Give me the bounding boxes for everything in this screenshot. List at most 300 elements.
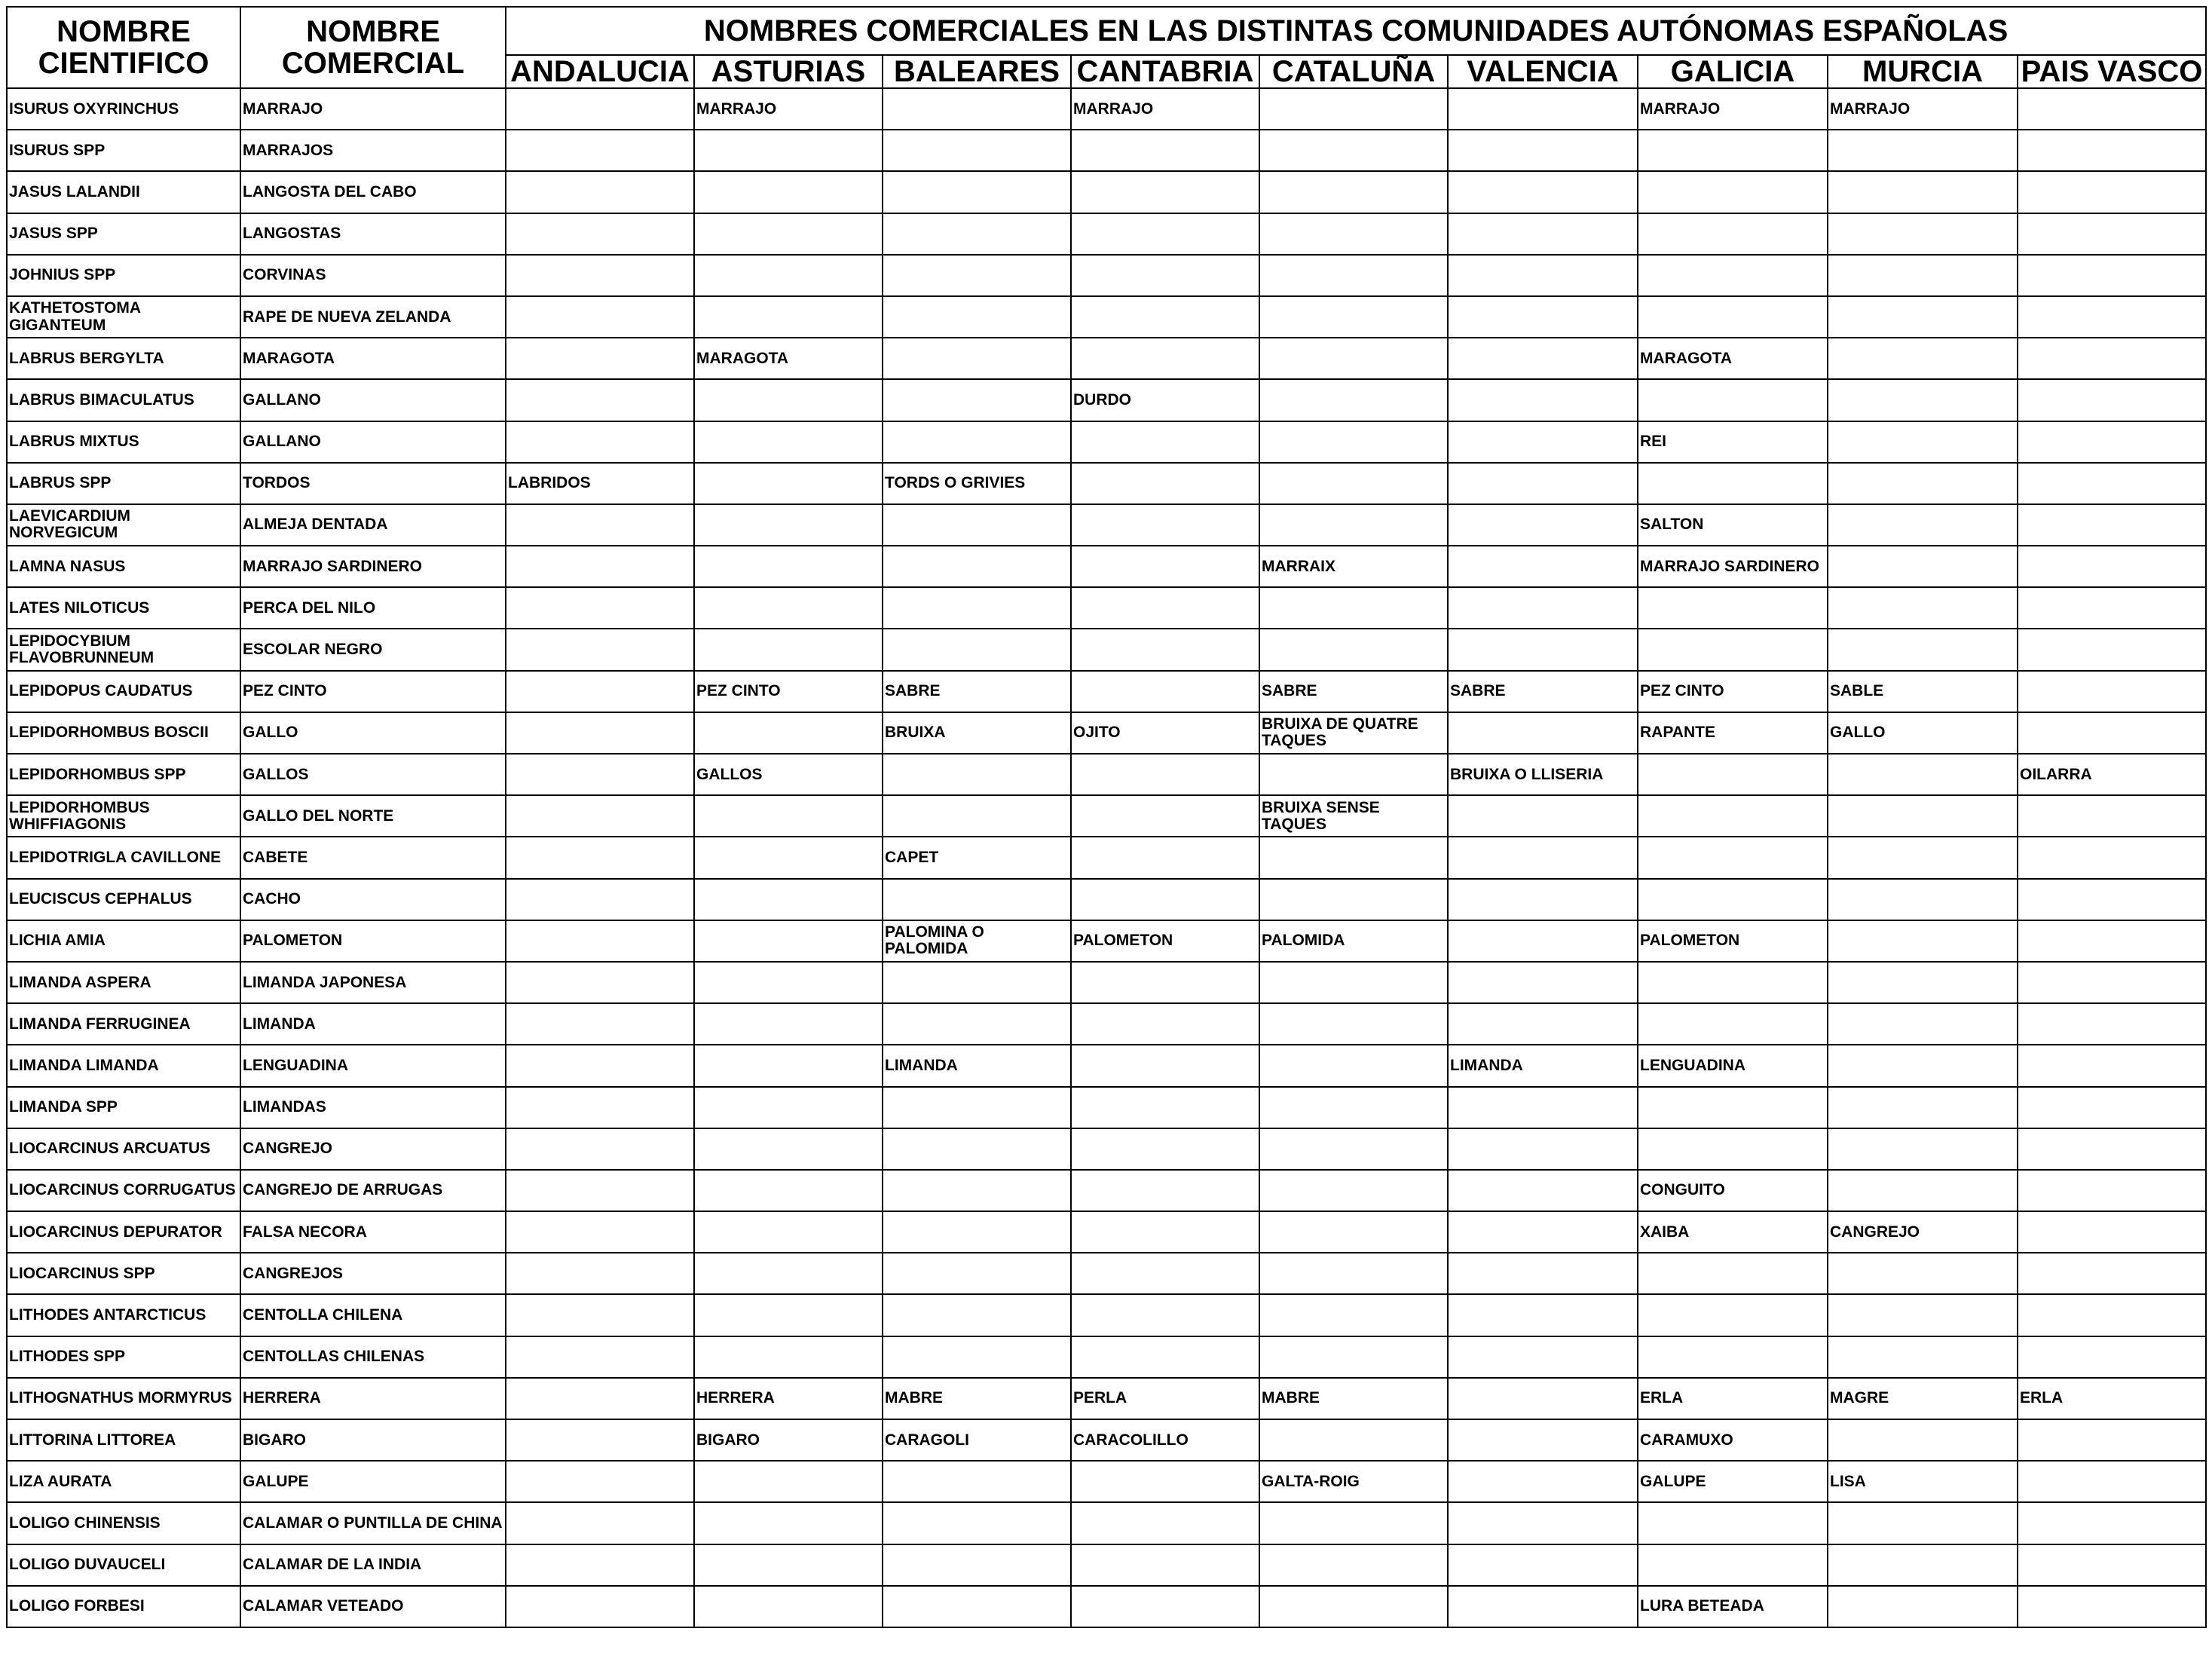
region-name-cell: MARAGOTA: [1638, 338, 1828, 379]
table-row: [7, 712, 2206, 754]
region-name-cell: [1071, 795, 1259, 837]
region-name-cell: [2018, 795, 2206, 837]
region-name-cell: [1638, 837, 1828, 878]
region-name-cell: [883, 338, 1071, 379]
region-name-cell: [1448, 546, 1638, 587]
region-name-cell: [506, 1502, 694, 1544]
region-name-cell: [1448, 1128, 1638, 1170]
region-name-cell: [1071, 1003, 1259, 1045]
commercial-name-cell: LENGUADINA: [240, 1045, 506, 1086]
region-name-cell: [1828, 754, 2018, 795]
region-name-cell: [1071, 338, 1259, 379]
region-name-cell: [1071, 1170, 1259, 1211]
region-name-cell: [1259, 1003, 1448, 1045]
region-name-cell: [506, 296, 694, 338]
region-name-cell: [883, 255, 1071, 296]
region-name-cell: PEZ CINTO: [1638, 671, 1828, 712]
region-name-cell: [883, 629, 1071, 670]
region-name-cell: [1259, 421, 1448, 463]
region-name-cell: [1448, 795, 1638, 837]
commercial-name-cell: CENTOLLA CHILENA: [240, 1294, 506, 1336]
region-name-cell: [1448, 1461, 1638, 1502]
table-row: [7, 1294, 2206, 1336]
region-name-cell: [694, 130, 883, 171]
region-name-cell: [2018, 421, 2206, 463]
region-name-cell: [1448, 296, 1638, 338]
region-name-cell: [694, 879, 883, 920]
table-row: [7, 463, 2206, 504]
region-name-cell: [1071, 1294, 1259, 1336]
region-name-cell: [883, 1336, 1071, 1378]
region-name-cell: [883, 130, 1071, 171]
region-name-cell: [1071, 130, 1259, 171]
scientific-name-cell: LEPIDOCYBIUM FLAVOBRUNNEUM: [7, 629, 240, 670]
region-name-cell: [1259, 504, 1448, 546]
region-name-cell: [883, 1170, 1071, 1211]
region-name-cell: [883, 88, 1071, 130]
region-name-cell: GALLO: [1828, 712, 2018, 754]
table-row: [7, 504, 2206, 546]
region-name-cell: [694, 712, 883, 754]
table-body: [7, 88, 2206, 1627]
region-name-cell: MARRAJO: [1071, 88, 1259, 130]
region-name-cell: MARRAJO: [1638, 88, 1828, 130]
region-name-cell: MAGRE: [1828, 1378, 2018, 1419]
region-name-cell: GALUPE: [1638, 1461, 1828, 1502]
region-name-cell: CONGUITO: [1638, 1170, 1828, 1211]
scientific-name-cell: LOLIGO DUVAUCELI: [7, 1544, 240, 1586]
region-name-cell: [694, 213, 883, 255]
region-name-cell: [1828, 1087, 2018, 1128]
region-name-cell: [1448, 962, 1638, 1003]
region-name-cell: [1259, 1045, 1448, 1086]
region-name-cell: [1638, 213, 1828, 255]
table-row: [7, 296, 2206, 338]
region-name-cell: [1448, 1544, 1638, 1586]
region-name-cell: LURA BETEADA: [1638, 1586, 1828, 1627]
commercial-name-cell: FALSA NECORA: [240, 1211, 506, 1253]
table-row: [7, 421, 2206, 463]
region-name-cell: [506, 130, 694, 171]
commercial-name-cell: CALAMAR O PUNTILLA DE CHINA: [240, 1502, 506, 1544]
scientific-name-cell: LIOCARCINUS ARCUATUS: [7, 1128, 240, 1170]
table-row: [7, 546, 2206, 587]
region-name-cell: [2018, 171, 2206, 213]
region-name-cell: [694, 1586, 883, 1627]
region-name-cell: [2018, 296, 2206, 338]
region-name-cell: [1259, 1502, 1448, 1544]
scientific-name-cell: ISURUS SPP: [7, 130, 240, 171]
region-name-cell: [1259, 1087, 1448, 1128]
region-name-cell: [883, 587, 1071, 629]
region-name-cell: [2018, 629, 2206, 670]
header-region: GALICIA: [1638, 55, 1828, 88]
region-name-cell: [1828, 171, 2018, 213]
region-name-cell: [506, 920, 694, 962]
region-name-cell: [1071, 1253, 1259, 1294]
table-row: [7, 1211, 2206, 1253]
region-name-cell: [1448, 1170, 1638, 1211]
region-name-cell: [694, 920, 883, 962]
region-name-cell: [1638, 296, 1828, 338]
table-row: [7, 130, 2206, 171]
scientific-name-cell: LOLIGO CHINENSIS: [7, 1502, 240, 1544]
region-name-cell: [506, 338, 694, 379]
region-name-cell: [506, 1378, 694, 1419]
region-name-cell: [1448, 1294, 1638, 1336]
region-name-cell: [1828, 130, 2018, 171]
region-name-cell: HERRERA: [694, 1378, 883, 1419]
scientific-name-cell: LAMNA NASUS: [7, 546, 240, 587]
commercial-name-cell: CANGREJO: [240, 1128, 506, 1170]
region-name-cell: [506, 1461, 694, 1502]
region-name-cell: [1448, 920, 1638, 962]
commercial-name-cell: CORVINAS: [240, 255, 506, 296]
region-name-cell: PALOMETON: [1638, 920, 1828, 962]
region-name-cell: [506, 837, 694, 878]
region-name-cell: [883, 1128, 1071, 1170]
region-name-cell: [506, 546, 694, 587]
table-row: [7, 1461, 2206, 1502]
region-name-cell: SALTON: [1638, 504, 1828, 546]
region-name-cell: [1828, 1003, 2018, 1045]
region-name-cell: [883, 1461, 1071, 1502]
region-name-cell: [2018, 1419, 2206, 1461]
scientific-name-cell: LABRUS BIMACULATUS: [7, 379, 240, 421]
table-row: [7, 1045, 2206, 1086]
region-name-cell: [694, 629, 883, 670]
scientific-name-cell: KATHETOSTOMA GIGANTEUM: [7, 296, 240, 338]
region-name-cell: [1638, 1087, 1828, 1128]
region-name-cell: [2018, 712, 2206, 754]
scientific-name-cell: LABRUS BERGYLTA: [7, 338, 240, 379]
region-name-cell: [1071, 463, 1259, 504]
region-name-cell: BRUIXA DE QUATRE TAQUES: [1259, 712, 1448, 754]
scientific-name-cell: ISURUS OXYRINCHUS: [7, 88, 240, 130]
region-name-cell: OJITO: [1071, 712, 1259, 754]
region-name-cell: [1828, 1586, 2018, 1627]
table-row: [7, 629, 2206, 670]
region-name-cell: [1828, 338, 2018, 379]
commercial-name-cell: GALUPE: [240, 1461, 506, 1502]
commercial-name-cell: CACHO: [240, 879, 506, 920]
region-name-cell: [2018, 920, 2206, 962]
region-name-cell: [1071, 421, 1259, 463]
region-name-cell: [694, 1502, 883, 1544]
region-name-cell: [1448, 1378, 1638, 1419]
region-name-cell: [883, 171, 1071, 213]
header-region: MURCIA: [1828, 55, 2018, 88]
region-name-cell: [1071, 1544, 1259, 1586]
region-name-cell: [2018, 1253, 2206, 1294]
region-name-cell: [1638, 1336, 1828, 1378]
region-name-cell: [1259, 754, 1448, 795]
region-name-cell: CARACOLILLO: [1071, 1419, 1259, 1461]
region-name-cell: [1259, 629, 1448, 670]
region-name-cell: [1828, 504, 2018, 546]
region-name-cell: [1259, 88, 1448, 130]
region-name-cell: CARAMUXO: [1638, 1419, 1828, 1461]
region-name-cell: [694, 255, 883, 296]
region-name-cell: [1448, 1502, 1638, 1544]
header-region: CANTABRIA: [1071, 55, 1259, 88]
commercial-name-cell: BIGARO: [240, 1419, 506, 1461]
scientific-name-cell: LIOCARCINUS CORRUGATUS: [7, 1170, 240, 1211]
region-name-cell: [506, 754, 694, 795]
region-name-cell: [1071, 546, 1259, 587]
region-name-cell: [2018, 1045, 2206, 1086]
region-name-cell: CANGREJO: [1828, 1211, 2018, 1253]
region-name-cell: [1071, 171, 1259, 213]
region-name-cell: [694, 1045, 883, 1086]
region-name-cell: [1448, 463, 1638, 504]
region-name-cell: [1071, 1461, 1259, 1502]
region-name-cell: [2018, 1087, 2206, 1128]
commercial-name-cell: GALLOS: [240, 754, 506, 795]
region-name-cell: [2018, 1336, 2206, 1378]
region-name-cell: [1448, 421, 1638, 463]
region-name-cell: [1071, 629, 1259, 670]
region-name-cell: [694, 1461, 883, 1502]
header-commercial-name: NOMBRE COMERCIAL: [240, 7, 506, 88]
scientific-name-cell: LIMANDA LIMANDA: [7, 1045, 240, 1086]
region-name-cell: [2018, 1128, 2206, 1170]
region-name-cell: [1638, 1502, 1828, 1544]
region-name-cell: [1448, 1087, 1638, 1128]
region-name-cell: [2018, 1003, 2206, 1045]
region-name-cell: PEZ CINTO: [694, 671, 883, 712]
table-row: [7, 379, 2206, 421]
table-row: [7, 338, 2206, 379]
header-region: ANDALUCIA: [506, 55, 694, 88]
scientific-name-cell: LAEVICARDIUM NORVEGICUM: [7, 504, 240, 546]
region-name-cell: [1638, 1544, 1828, 1586]
region-name-cell: [2018, 962, 2206, 1003]
region-name-cell: [1259, 1544, 1448, 1586]
region-name-cell: [1638, 1003, 1828, 1045]
table-row: [7, 1378, 2206, 1419]
region-name-cell: [694, 504, 883, 546]
commercial-name-cell: LANGOSTA DEL CABO: [240, 171, 506, 213]
scientific-name-cell: LIMANDA ASPERA: [7, 962, 240, 1003]
region-name-cell: [1071, 837, 1259, 878]
commercial-name-cell: PERCA DEL NILO: [240, 587, 506, 629]
region-name-cell: LISA: [1828, 1461, 2018, 1502]
commercial-name-cell: TORDOS: [240, 463, 506, 504]
region-name-cell: [694, 1336, 883, 1378]
region-name-cell: XAIBA: [1638, 1211, 1828, 1253]
region-name-cell: [506, 1128, 694, 1170]
table-row: [7, 879, 2206, 920]
region-name-cell: REI: [1638, 421, 1828, 463]
region-name-cell: [1638, 463, 1828, 504]
region-name-cell: GALLOS: [694, 754, 883, 795]
region-name-cell: [2018, 1170, 2206, 1211]
region-name-cell: GALTA-ROIG: [1259, 1461, 1448, 1502]
region-name-cell: [1071, 962, 1259, 1003]
region-name-cell: [1448, 1003, 1638, 1045]
region-name-cell: LENGUADINA: [1638, 1045, 1828, 1086]
region-name-cell: TORDS O GRIVIES: [883, 463, 1071, 504]
region-name-cell: BRUIXA O LLISERIA: [1448, 754, 1638, 795]
region-name-cell: [1448, 1253, 1638, 1294]
region-name-cell: [1448, 88, 1638, 130]
region-name-cell: [1828, 1045, 2018, 1086]
scientific-name-cell: JASUS SPP: [7, 213, 240, 255]
region-name-cell: [2018, 1211, 2206, 1253]
region-name-cell: [1259, 213, 1448, 255]
region-name-cell: PALOMETON: [1071, 920, 1259, 962]
region-name-cell: [2018, 546, 2206, 587]
scientific-name-cell: LIMANDA FERRUGINEA: [7, 1003, 240, 1045]
header-region: CATALUÑA: [1259, 55, 1448, 88]
region-name-cell: [1071, 1045, 1259, 1086]
scientific-name-cell: LABRUS SPP: [7, 463, 240, 504]
region-name-cell: [1828, 837, 2018, 878]
region-name-cell: [1828, 629, 2018, 670]
region-name-cell: SABRE: [1448, 671, 1638, 712]
region-name-cell: [1071, 1586, 1259, 1627]
region-name-cell: [694, 463, 883, 504]
scientific-name-cell: LITHODES SPP: [7, 1336, 240, 1378]
region-name-cell: [1828, 255, 2018, 296]
region-name-cell: [883, 1253, 1071, 1294]
region-name-cell: [506, 712, 694, 754]
region-name-cell: [2018, 504, 2206, 546]
region-name-cell: CAPET: [883, 837, 1071, 878]
region-name-cell: [1828, 546, 2018, 587]
scientific-name-cell: LIZA AURATA: [7, 1461, 240, 1502]
region-name-cell: [1071, 1336, 1259, 1378]
region-name-cell: [1448, 1419, 1638, 1461]
region-name-cell: [883, 1003, 1071, 1045]
region-name-cell: [1828, 463, 2018, 504]
region-name-cell: [1071, 671, 1259, 712]
region-name-cell: [1071, 296, 1259, 338]
region-name-cell: [694, 1294, 883, 1336]
region-name-cell: [1259, 1170, 1448, 1211]
table-row: [7, 754, 2206, 795]
region-name-cell: ERLA: [2018, 1378, 2206, 1419]
region-name-cell: [1259, 962, 1448, 1003]
header-region: PAIS VASCO: [2018, 55, 2206, 88]
region-name-cell: [883, 379, 1071, 421]
region-name-cell: [1448, 213, 1638, 255]
region-name-cell: [883, 1294, 1071, 1336]
scientific-name-cell: LEUCISCUS CEPHALUS: [7, 879, 240, 920]
region-name-cell: [2018, 379, 2206, 421]
region-name-cell: PERLA: [1071, 1378, 1259, 1419]
region-name-cell: [1638, 962, 1828, 1003]
region-name-cell: [1071, 255, 1259, 296]
region-name-cell: [1259, 171, 1448, 213]
region-name-cell: [1448, 171, 1638, 213]
region-name-cell: [883, 1586, 1071, 1627]
region-name-cell: [883, 1087, 1071, 1128]
table-row: [7, 587, 2206, 629]
region-name-cell: [1259, 587, 1448, 629]
region-name-cell: [2018, 671, 2206, 712]
region-name-cell: [694, 1170, 883, 1211]
region-name-cell: [506, 1336, 694, 1378]
region-name-cell: LIMANDA: [1448, 1045, 1638, 1086]
region-name-cell: [1828, 1253, 2018, 1294]
region-name-cell: [1259, 1336, 1448, 1378]
region-name-cell: [2018, 1294, 2206, 1336]
region-name-cell: [1448, 1336, 1638, 1378]
table-row: [7, 1170, 2206, 1211]
region-name-cell: [506, 88, 694, 130]
region-name-cell: [694, 1544, 883, 1586]
region-name-cell: [1448, 837, 1638, 878]
region-name-cell: [1828, 1294, 2018, 1336]
table-row: [7, 1087, 2206, 1128]
region-name-cell: BRUIXA: [883, 712, 1071, 754]
region-name-cell: [1259, 1128, 1448, 1170]
region-name-cell: [2018, 1586, 2206, 1627]
scientific-name-cell: LABRUS MIXTUS: [7, 421, 240, 463]
region-name-cell: [1259, 1211, 1448, 1253]
region-name-cell: [1071, 213, 1259, 255]
region-name-cell: [1638, 379, 1828, 421]
commercial-name-cell: GALLANO: [240, 421, 506, 463]
scientific-name-cell: LICHIA AMIA: [7, 920, 240, 962]
region-name-cell: [1448, 587, 1638, 629]
scientific-name-cell: JOHNIUS SPP: [7, 255, 240, 296]
region-name-cell: [1448, 629, 1638, 670]
region-name-cell: [694, 296, 883, 338]
region-name-cell: [506, 671, 694, 712]
region-name-cell: [506, 962, 694, 1003]
scientific-name-cell: LIOCARCINUS SPP: [7, 1253, 240, 1294]
region-name-cell: [1828, 587, 2018, 629]
region-name-cell: [1071, 1502, 1259, 1544]
region-name-cell: [694, 837, 883, 878]
scientific-name-cell: LEPIDORHOMBUS WHIFFIAGONIS: [7, 795, 240, 837]
region-name-cell: [1828, 1502, 2018, 1544]
region-name-cell: [506, 1211, 694, 1253]
table-row: [7, 795, 2206, 837]
region-name-cell: [1638, 130, 1828, 171]
region-name-cell: [1828, 1336, 2018, 1378]
region-name-cell: [506, 379, 694, 421]
region-name-cell: [1448, 379, 1638, 421]
region-name-cell: [506, 1003, 694, 1045]
region-name-cell: [1828, 421, 2018, 463]
region-name-cell: DURDO: [1071, 379, 1259, 421]
commercial-name-cell: CABETE: [240, 837, 506, 878]
commercial-name-cell: MARAGOTA: [240, 338, 506, 379]
region-name-cell: MARRAJO: [694, 88, 883, 130]
table-row: [7, 1003, 2206, 1045]
region-name-cell: [1071, 587, 1259, 629]
commercial-name-cell: PEZ CINTO: [240, 671, 506, 712]
region-name-cell: [694, 1128, 883, 1170]
commercial-name-cell: GALLO: [240, 712, 506, 754]
region-name-cell: [1828, 920, 2018, 962]
region-name-cell: [1448, 338, 1638, 379]
region-name-cell: [694, 421, 883, 463]
region-name-cell: [1448, 255, 1638, 296]
scientific-name-cell: LATES NILOTICUS: [7, 587, 240, 629]
region-name-cell: [883, 504, 1071, 546]
commercial-name-cell: LIMANDAS: [240, 1087, 506, 1128]
region-name-cell: [1259, 879, 1448, 920]
region-name-cell: [2018, 837, 2206, 878]
region-name-cell: [506, 504, 694, 546]
header-region: VALENCIA: [1448, 55, 1638, 88]
region-name-cell: BIGARO: [694, 1419, 883, 1461]
